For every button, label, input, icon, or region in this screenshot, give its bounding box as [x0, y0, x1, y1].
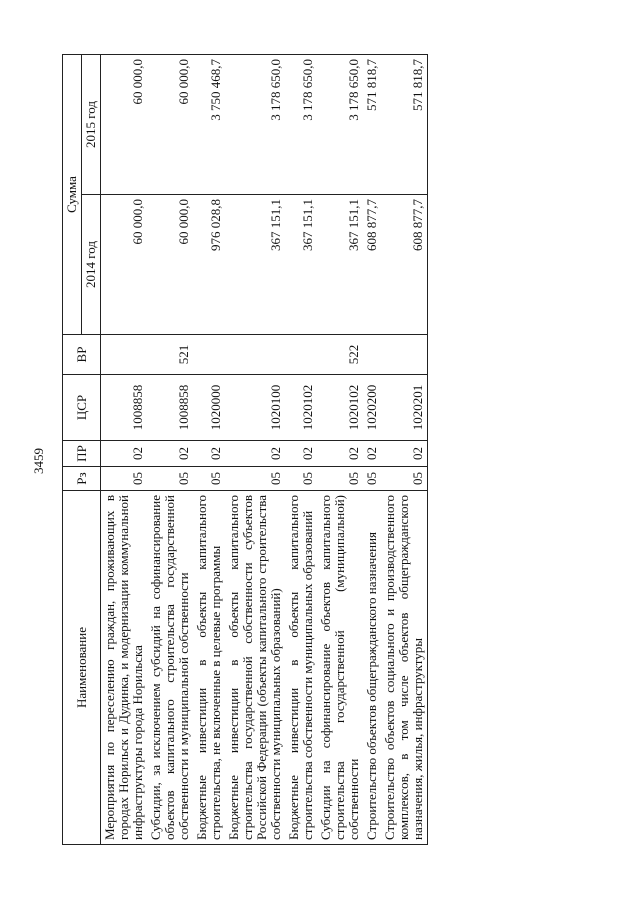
- cell-pr: 02: [317, 441, 363, 467]
- header-rz: Рз: [63, 467, 101, 491]
- header-csr: ЦСР: [63, 375, 101, 441]
- cell-vr: [363, 335, 381, 375]
- table-body: [101, 55, 428, 845]
- cell-name: Бюджетные инвестиции в объекты капитального строительства собственности муниципальных образований: [285, 491, 317, 845]
- header-sum: Сумма: [63, 55, 82, 335]
- cell-csr: 1008858: [101, 375, 148, 441]
- header-2014: 2014 год: [82, 195, 101, 335]
- cell-csr: 1020000: [193, 375, 225, 441]
- cell-name: Бюджетные инвестиции в объекты капитального строительства, не включенные в целевые программы: [193, 491, 225, 845]
- cell-name: Строительство объектов общегражданского назначения: [363, 491, 381, 845]
- cell-y2014: 608 877,7: [381, 195, 428, 335]
- cell-vr: [193, 335, 225, 375]
- cell-pr: 02: [147, 441, 193, 467]
- header-name: Наименование: [63, 491, 101, 845]
- cell-vr: [381, 335, 428, 375]
- cell-pr: 02: [363, 441, 381, 467]
- page-number: 3459: [31, 448, 46, 474]
- table-row: [363, 55, 381, 845]
- table-row: [285, 55, 317, 845]
- cell-pr: 02: [381, 441, 428, 467]
- table-row: [381, 55, 428, 845]
- cell-rz: 05: [363, 467, 381, 491]
- cell-rz: 05: [225, 467, 285, 491]
- budget-table: [62, 54, 428, 845]
- cell-vr: 521: [147, 335, 193, 375]
- cell-csr: 1008858: [147, 375, 193, 441]
- cell-name: Субсидии на софинансирование объектов капитального строительства государственной (муниципальной) собственности: [317, 491, 363, 845]
- cell-y2015: 3 178 650,0: [285, 55, 317, 195]
- table-row: [147, 55, 193, 845]
- rotated-table-container: [62, 55, 584, 845]
- cell-y2014: 976 028,8: [193, 195, 225, 335]
- cell-name: Бюджетные инвестиции в объекты капитального строительства государственной собственности субъектов Российской Федерации (объекты капитального строительства собственности муниципальных образований): [225, 491, 285, 845]
- cell-y2015: 571 818,7: [363, 55, 381, 195]
- cell-y2014: 60 000,0: [147, 195, 193, 335]
- cell-y2015: 571 818,7: [381, 55, 428, 195]
- cell-vr: [225, 335, 285, 375]
- cell-rz: 05: [381, 467, 428, 491]
- cell-csr: 1020100: [225, 375, 285, 441]
- table-row: [101, 55, 148, 845]
- cell-pr: 02: [225, 441, 285, 467]
- cell-y2015: 60 000,0: [147, 55, 193, 195]
- cell-rz: 05: [317, 467, 363, 491]
- cell-y2014: 60 000,0: [101, 195, 148, 335]
- cell-csr: 1020102: [285, 375, 317, 441]
- cell-vr: [101, 335, 148, 375]
- cell-name: Мероприятия по переселению граждан, проживающих в городах Норильск и Дудинка, и модернизации коммунальной инфраструктуры города Норильска: [101, 491, 148, 845]
- cell-y2014: 367 151,1: [285, 195, 317, 335]
- cell-y2015: 3 750 468,7: [193, 55, 225, 195]
- cell-rz: 05: [101, 467, 148, 491]
- cell-csr: 1020201: [381, 375, 428, 441]
- cell-csr: 1020102: [317, 375, 363, 441]
- header-vr: ВР: [63, 335, 101, 375]
- cell-pr: 02: [285, 441, 317, 467]
- table-row: [193, 55, 225, 845]
- table-row: [317, 55, 363, 845]
- cell-rz: 05: [193, 467, 225, 491]
- header-2015: 2015 год: [82, 55, 101, 195]
- header-pr: ПР: [63, 441, 101, 467]
- cell-y2014: 608 877,7: [363, 195, 381, 335]
- cell-y2015: 60 000,0: [101, 55, 148, 195]
- cell-name: Субсидии, за исключением субсидий на софинансирование объектов капитального строительства государственной собственности и муниципальной собственности: [147, 491, 193, 845]
- table-row: [225, 55, 285, 845]
- cell-y2015: 3 178 650,0: [317, 55, 363, 195]
- cell-rz: 05: [147, 467, 193, 491]
- cell-vr: [285, 335, 317, 375]
- cell-vr: 522: [317, 335, 363, 375]
- cell-y2015: 3 178 650,0: [225, 55, 285, 195]
- cell-csr: 1020200: [363, 375, 381, 441]
- cell-name: Строительство объектов социального и производственного комплексов, в том числе объектов общегражданского назначения, жилья, инфраструктуры: [381, 491, 428, 845]
- cell-pr: 02: [101, 441, 148, 467]
- cell-y2014: 367 151,1: [317, 195, 363, 335]
- cell-rz: 05: [285, 467, 317, 491]
- cell-pr: 02: [193, 441, 225, 467]
- cell-y2014: 367 151,1: [225, 195, 285, 335]
